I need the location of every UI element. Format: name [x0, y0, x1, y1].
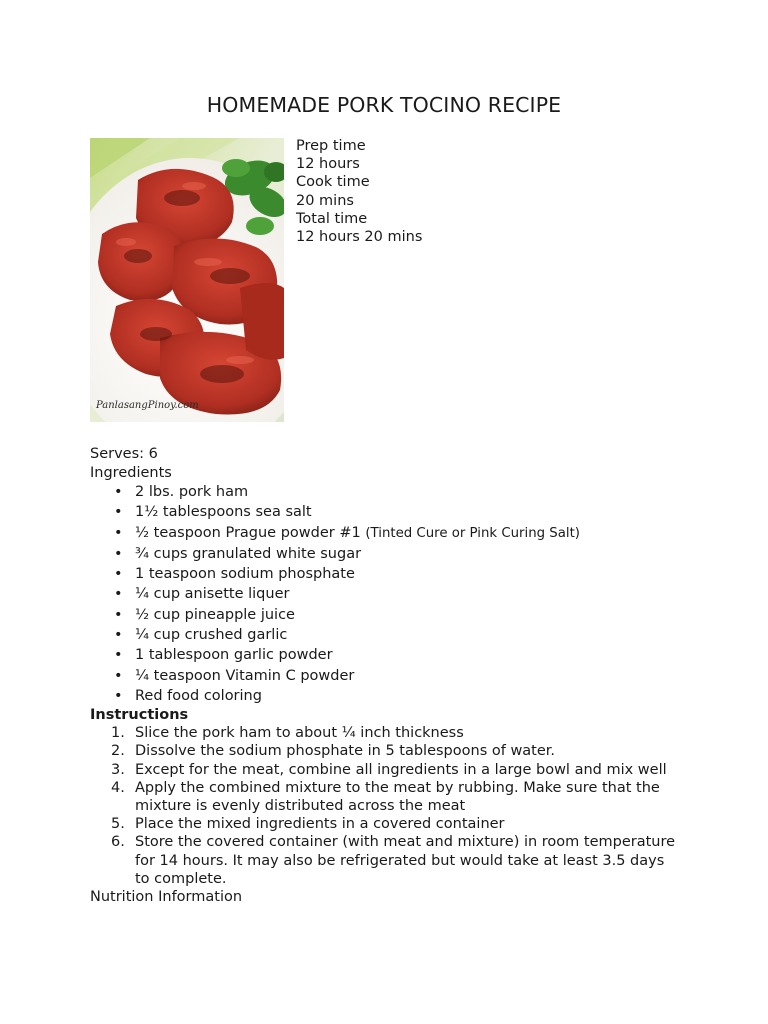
step-number: 5. — [111, 816, 125, 833]
ingredient-text: ¼ cup crushed garlic — [135, 627, 288, 644]
list-item — [90, 523, 690, 544]
cook-time-label: Cook time — [296, 174, 370, 191]
recipe-title: HOMEMADE PORK TOCINO RECIPE — [206, 93, 562, 117]
list-item — [90, 502, 690, 522]
ingredient-text: ¼ teaspoon Vitamin C powder — [135, 667, 355, 684]
watermark-text: PanlasangPinoy.com — [96, 400, 199, 411]
bullet-icon: • — [114, 504, 123, 521]
list-item — [90, 625, 690, 645]
ingredients-list — [90, 482, 690, 706]
ingredient-text: Red food coloring — [135, 687, 262, 704]
bullet-icon: • — [114, 524, 123, 541]
prep-time-value: 12 hours — [296, 156, 360, 173]
serves-text: Serves: 6 — [90, 446, 158, 462]
ingredient-text: 1 teaspoon sodium phosphate — [135, 566, 355, 583]
list-item — [90, 544, 690, 564]
recipe-times — [296, 137, 422, 246]
step-text: Store the covered container (with meat and mixture) in room temperature for 14 hours. It may also be refrigerated but would take at least 3.5 days to complete. — [135, 834, 676, 887]
ingredient-text: 1 tablespoon garlic powder — [135, 647, 333, 664]
list-item — [90, 686, 690, 706]
bullet-icon: • — [114, 687, 123, 704]
list-item — [90, 724, 680, 742]
step-number: 3. — [111, 761, 125, 778]
ingredient-text: ¼ cup anisette liquer — [135, 586, 290, 603]
ingredient-text: 2 lbs. pork ham — [135, 484, 249, 500]
tocino-image — [90, 138, 284, 422]
total-time-label: Total time — [296, 210, 368, 227]
list-item — [90, 761, 680, 779]
ingredients-heading: Ingredients — [90, 464, 172, 481]
step-number: 1. — [111, 725, 125, 742]
prep-time-label: Prep time — [296, 138, 366, 154]
ingredient-text: ½ teaspoon Prague powder #1 — [135, 524, 366, 541]
bullet-icon: • — [114, 586, 123, 603]
nutrition-heading: Nutrition Information — [90, 889, 243, 906]
tocino-photo — [90, 138, 284, 422]
list-item — [90, 666, 690, 686]
list-item — [90, 815, 680, 833]
bullet-icon: • — [114, 627, 123, 644]
list-item — [90, 584, 690, 604]
step-text: Slice the pork ham to about ¼ inch thickness — [135, 725, 464, 742]
step-number: 4. — [111, 779, 125, 796]
step-number: 2. — [111, 743, 125, 760]
step-text: Apply the combined mixture to the meat by rubbing. Make sure that the mixture is evenly distributed across the meat — [135, 779, 660, 815]
step-number: 6. — [111, 834, 125, 851]
instructions-list — [90, 724, 690, 888]
step-text: Place the mixed ingredients in a covered container — [135, 816, 505, 833]
list-item — [90, 482, 690, 502]
cook-time-value: 20 mins — [296, 192, 354, 209]
list-item — [90, 742, 680, 760]
step-text: Dissolve the sodium phosphate in 5 tablespoons of water. — [135, 743, 556, 760]
bullet-icon: • — [114, 484, 123, 500]
list-item — [90, 605, 690, 625]
bullet-icon: • — [114, 566, 123, 583]
ingredient-text: ¾ cups granulated white sugar — [135, 545, 362, 562]
bullet-icon: • — [114, 667, 123, 684]
bullet-icon: • — [114, 606, 123, 623]
list-item — [90, 645, 690, 665]
ingredient-note: (Tinted Cure or Pink Curing Salt) — [365, 525, 580, 541]
list-item — [90, 833, 680, 888]
bullet-icon: • — [114, 647, 123, 664]
list-item — [90, 779, 680, 815]
bullet-icon: • — [114, 545, 123, 562]
instructions-heading: Instructions — [90, 707, 189, 724]
total-time-value: 12 hours 20 mins — [296, 229, 423, 246]
list-item — [90, 564, 690, 584]
step-text: Except for the meat, combine all ingredients in a large bowl and mix well — [135, 761, 667, 778]
ingredient-text: ½ cup pineapple juice — [135, 606, 295, 623]
recipe-body — [90, 445, 690, 907]
ingredient-text: 1½ tablespoons sea salt — [135, 504, 312, 521]
